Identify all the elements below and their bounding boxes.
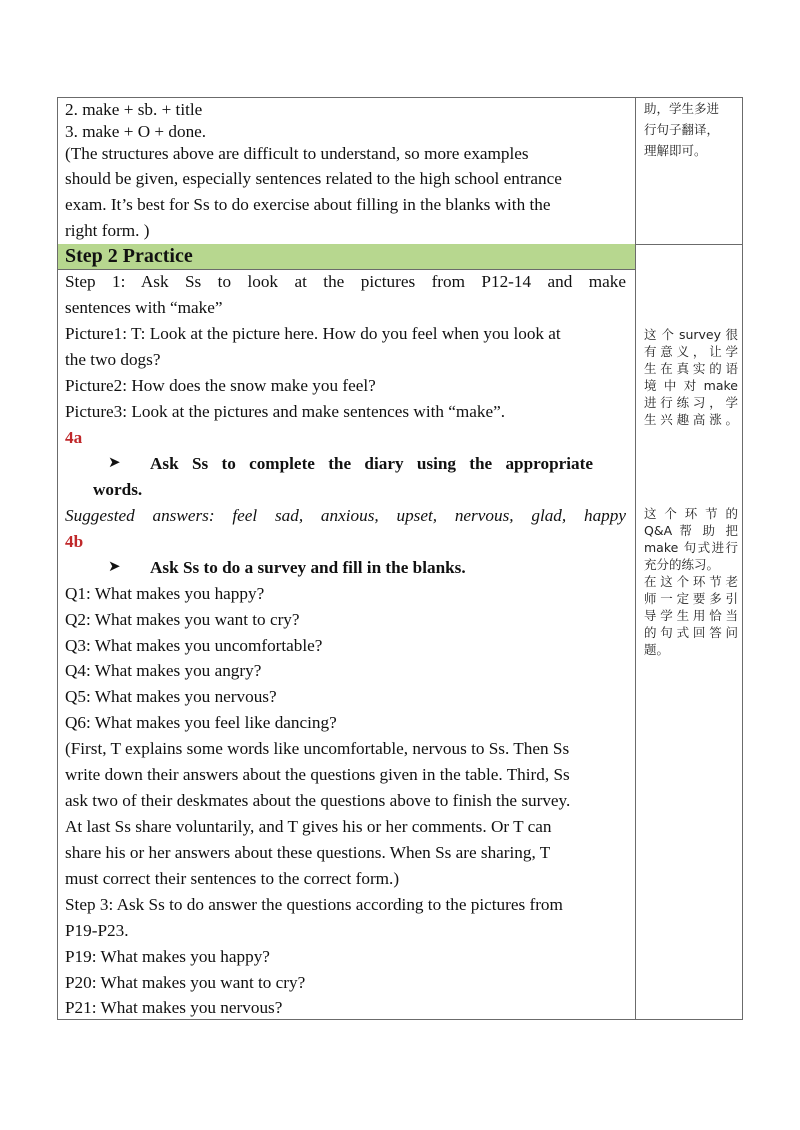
task-4a: Ask Ss to complete the diary using the appropriate bbox=[150, 454, 593, 473]
teacher-note-1: 助，学生多进 行句子翻译， 理解即可。 bbox=[644, 101, 720, 158]
structure-note-line: exam. It’s best for Ss to do exercise about filling in the blanks with the bbox=[65, 195, 551, 214]
explanation-line: must correct their sentences to the correct form.) bbox=[65, 869, 400, 888]
lesson-plan-table bbox=[57, 97, 743, 1020]
structure-line: 2. make + sb. + title bbox=[65, 100, 203, 119]
picture-question: Picture2: How does the snow make you feel? bbox=[65, 376, 376, 395]
picture-question: P20: What makes you want to cry? bbox=[65, 973, 306, 992]
survey-question: Q4: What makes you angry? bbox=[65, 661, 262, 680]
picture-question: the two dogs? bbox=[65, 350, 161, 369]
structure-note-line: (The structures above are difficult to understand, so more examples bbox=[65, 144, 529, 163]
picture-question: Picture3: Look at the pictures and make sentences with “make”. bbox=[65, 402, 506, 421]
structure-note-line: should be given, especially sentences related to the high school entrance bbox=[65, 169, 562, 188]
picture-question: P19: What makes you happy? bbox=[65, 947, 270, 966]
explanation-line: ask two of their deskmates about the questions above to finish the survey. bbox=[65, 791, 571, 810]
survey-question: Q6: What makes you feel like dancing? bbox=[65, 713, 337, 732]
step3-instruction: P19-P23. bbox=[65, 921, 129, 940]
header-divider bbox=[58, 269, 636, 270]
picture-question: P21: What makes you nervous? bbox=[65, 998, 283, 1017]
picture-question: Picture1: T: Look at the picture here. How do you feel when you look at bbox=[65, 324, 561, 343]
survey-question: Q5: What makes you nervous? bbox=[65, 687, 277, 706]
explanation-line: write down their answers about the questions given in the table. Third, Ss bbox=[65, 765, 570, 784]
explanation-line: (First, T explains some words like uncomfortable, nervous to Ss. Then Ss bbox=[65, 739, 570, 758]
task-4b: Ask Ss to do a survey and fill in the blanks. bbox=[150, 558, 466, 577]
step3-instruction: Step 3: Ask Ss to do answer the questions according to the pictures from bbox=[65, 895, 563, 914]
step1-instruction: Step 1: Ask Ss to look at the pictures from P12-14 and make bbox=[65, 272, 626, 291]
column-divider bbox=[635, 98, 636, 1019]
section-header bbox=[58, 244, 635, 269]
structure-note-line: right form. ) bbox=[65, 221, 150, 240]
arrow-bullet-icon: ➤ bbox=[108, 455, 121, 471]
structure-line: 3. make + O + done. bbox=[65, 122, 207, 141]
step1-instruction: sentences with “make” bbox=[65, 298, 223, 317]
arrow-bullet-icon: ➤ bbox=[108, 559, 121, 575]
teacher-note-3: 这 个 环 节 的 Q&A 帮 助 把 make 句式进行 充分的练习。 在这个环节老 师一定要多引 导学生用恰当 的句式回答问 题。 bbox=[644, 506, 738, 657]
survey-question: Q2: What makes you want to cry? bbox=[65, 610, 300, 629]
survey-question: Q3: What makes you uncomfortable? bbox=[65, 636, 323, 655]
teacher-note-2: 这 个 survey 很 有意义，让学 生在真实的语 境 中 对 make 进行练习，学 生兴趣高涨。 bbox=[644, 327, 738, 427]
suggested-answers: Suggested answers: feel sad, anxious, upset, nervous, glad, happy bbox=[65, 506, 626, 525]
task-4a: words. bbox=[93, 480, 143, 499]
label-4b: 4b bbox=[65, 532, 84, 551]
label-4a: 4a bbox=[65, 428, 83, 447]
explanation-line: At last Ss share voluntarily, and T gives his or her comments. Or T can bbox=[65, 817, 552, 836]
survey-question: Q1: What makes you happy? bbox=[65, 584, 265, 603]
section-title: Step 2 Practice bbox=[65, 245, 193, 267]
explanation-line: share his or her answers about these questions. When Ss are sharing, T bbox=[65, 843, 551, 862]
